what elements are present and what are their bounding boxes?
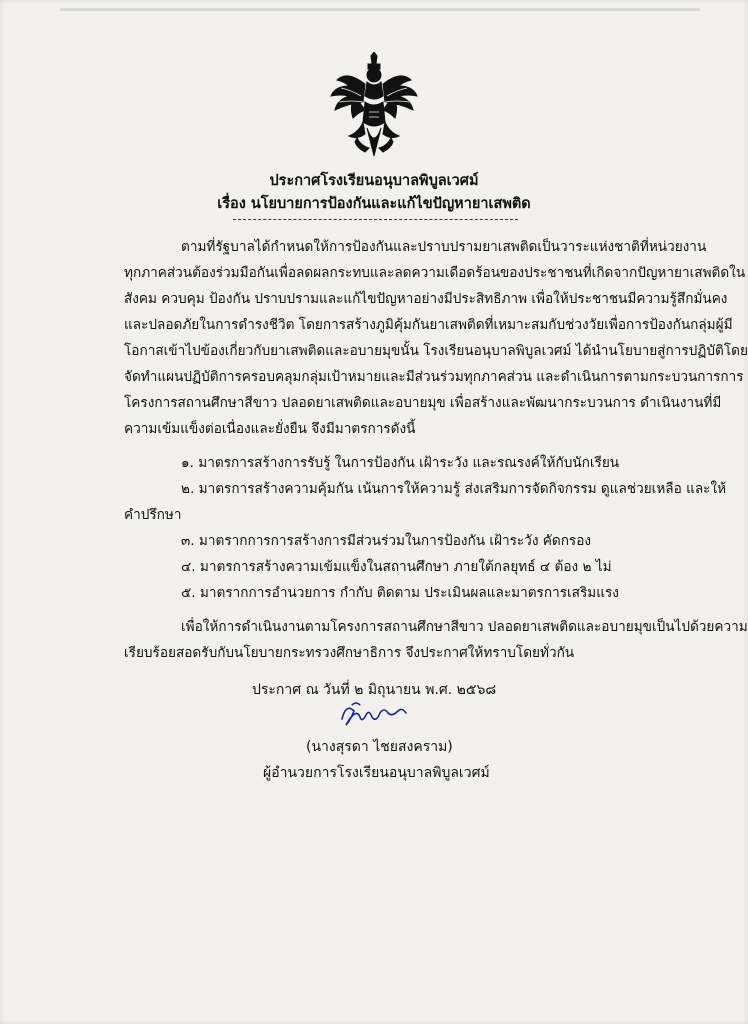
paragraph-line: ตามที่รัฐบาลได้กำหนดให้การป้องกันและปราบปรามยาเสพติดเป็นวาระแห่งชาติที่หน่วยงาน	[181, 239, 707, 255]
announcement-subject: เรื่อง นโยบายการป้องกันและแก้ไขปัญหายาเสพติด	[217, 196, 531, 212]
measure-item: ๔. มาตรการสร้างความเข้มแข็งในสถานศึกษา ภายใต้กลยุทธ์ ๔ ต้อง ๒ ไม่	[181, 559, 612, 575]
paragraph-line: เรียบร้อยสอดรับกับนโยบายกระทรวงศึกษาธิการ จึงประกาศให้ทราบโดยทั่วกัน	[124, 645, 575, 661]
measure-item: ๓. มาตรากการการสร้างการมีส่วนร่วมในการป้องกัน เฝ้าระวัง คัดกรอง	[181, 533, 592, 549]
signer-name: (นางสุรดา ไชยสงคราม)	[306, 739, 453, 755]
paragraph-line: โอกาสเข้าไปข้องเกี่ยวกับยาเสพติดและอบายมุขนั้น โรงเรียนอนุบาลพิบูลเวศม์ ได้นำนโยบายสู่การปฏิบัติโดย	[124, 343, 748, 359]
measure-item-continuation: คำปรึกษา	[124, 507, 182, 523]
garuda-emblem-icon	[327, 52, 421, 158]
paragraph-line: ทุกภาคส่วนต้องร่วมมือกันเพื่อลดผลกระทบและลดความเดือดร้อนของประชาชนที่เกิดจากปัญหายาเสพติดใน	[124, 265, 746, 281]
paragraph-line: ความเข้มแข็งต่อเนื่องและยั่งยืน จึงมีมาตรการดังนี้	[124, 421, 416, 437]
measure-item: ๑. มาตรการสร้างการรับรู้ ในการป้องกัน เฝ้าระวัง และรณรงค์ให้กับนักเรียน	[181, 455, 620, 471]
dashed-divider	[233, 219, 518, 220]
announcement-date: ประกาศ ณ วันที่ ๒ มิถุนายน พ.ศ. ๒๕๖๘	[252, 682, 497, 698]
signer-position: ผู้อำนวยการโรงเรียนอนุบาลพิบูลเวศม์	[263, 765, 490, 781]
paragraph-line: และปลอดภัยในการดำรงชีวิต โดยการสร้างภูมิคุ้มกันยาเสพติดที่เหมาะสมกับช่วงวัยเพื่อการป้องกันกลุ่มผู้มี	[124, 317, 733, 333]
announcement-title: ประกาศโรงเรียนอนุบาลพิบูลเวศม์	[269, 173, 479, 189]
measure-item: ๒. มาตรการสร้างความคุ้มกัน เน้นการให้ความรู้ ส่งเสริมการจัดกิจกรรม ดูแลช่วยเหลือ และให้	[181, 481, 727, 497]
handwritten-signature-icon	[336, 697, 410, 731]
paragraph-line: เพื่อให้การดำเนินงานตามโครงการสถานศึกษาสีขาว ปลอดยาเสพติดและอบายมุขเป็นไปด้วยความ	[181, 619, 748, 635]
measure-item: ๕. มาตรากการอำนวยการ กำกับ ติดตาม ประเมินผลและมาตรการเสริมแรง	[181, 585, 619, 601]
paragraph-line: สังคม ควบคุม ป้องกัน ปราบปรามและแก้ไขปัญหาอย่างมีประสิทธิภาพ เพื่อให้ประชาชนมีความรู้สึกมั่นคง	[124, 291, 728, 307]
scan-top-mark	[60, 8, 700, 11]
paragraph-line: จัดทำแผนปฏิบัติการครอบคลุมกลุ่มเป้าหมายและมีส่วนร่วมทุกภาคส่วน และดำเนินการตามกระบวนการการ	[124, 369, 744, 385]
paragraph-line: โครงการสถานศึกษาสีขาว ปลอดยาเสพติดและอบายมุข เพื่อสร้างและพัฒนากระบวนการ ดำเนินงานที่มี	[124, 395, 722, 411]
